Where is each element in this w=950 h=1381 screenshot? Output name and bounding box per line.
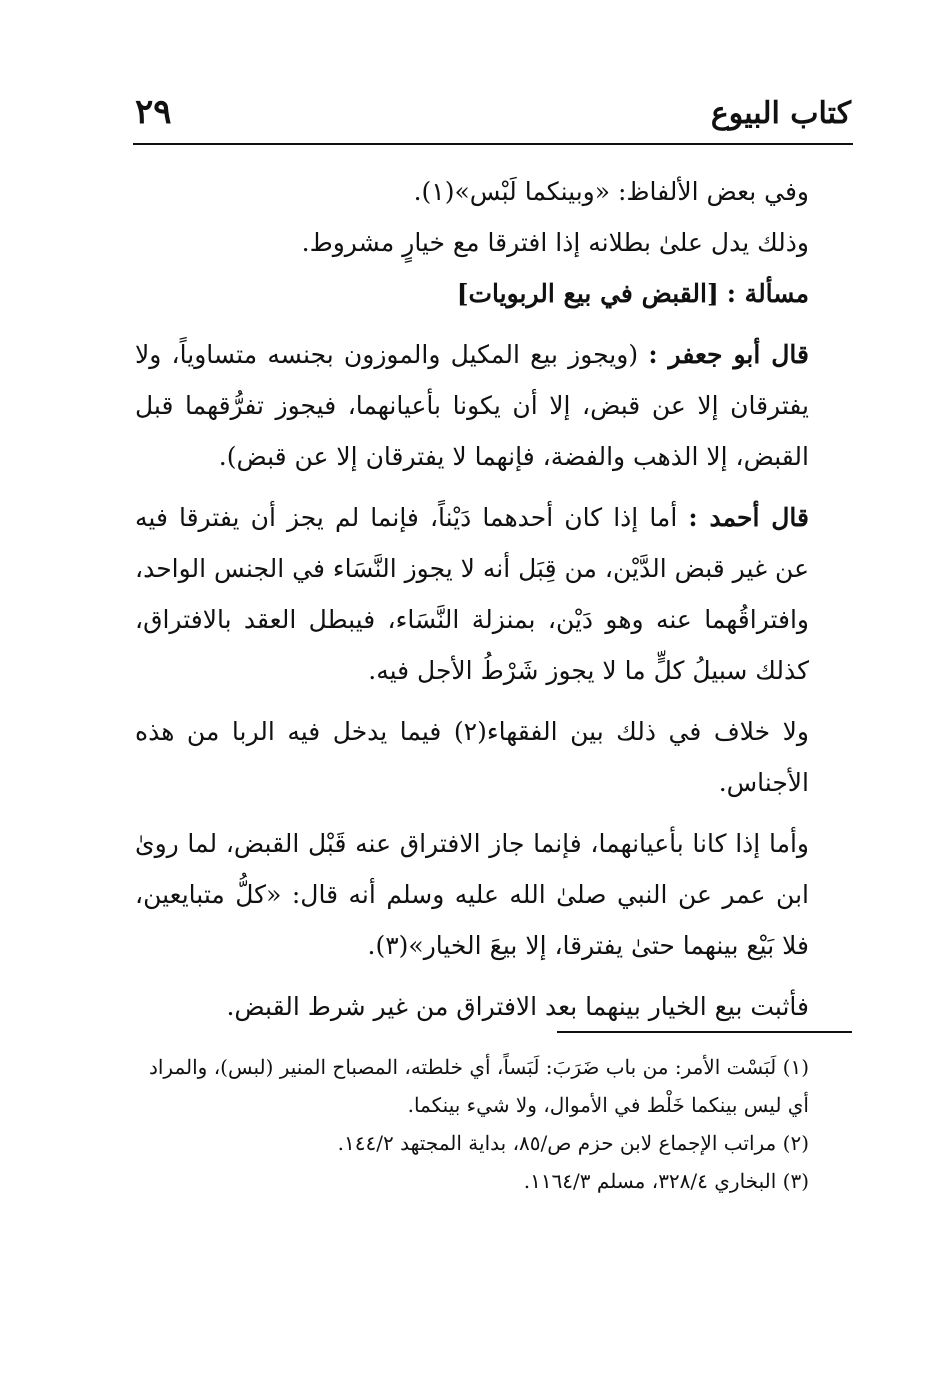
footnotes [135, 1048, 851, 1200]
footnote-rule [557, 1031, 852, 1033]
quote-abu-jafar: (ويجوز بيع المكيل والموزون بجنسه متساوياً، ولا يفترقان إلا عن قبض، إلا أن يكونا بأعيانهما، فيجوز تفرُّقهما قبل القبض، إلا الذهب والفضة، فإنهما لا يفترقان إلا عن قبض). [135, 340, 809, 471]
speaker-ahmad: قال أحمد : [688, 503, 809, 532]
main-text [135, 166, 851, 1032]
page-number: ٢٩ [135, 92, 172, 132]
commentary-ahmad: أما إذا كان أحدهما دَيْناً، فإنما لم يجز أن يفترقا فيه عن غير قبض الدَّيْن، من قِبَل أنه لا يجوز النَّسَاء في الجنس الواحد، وافتراقُهما عنه وهو دَيْن، بمنزلة النَّسَاء، فيبطل العقد بالافتراق، كذلك سبيلُ كلٍّ ما لا يجوز شَرْطُ الأجل فيه. [135, 503, 809, 685]
paragraph-5: ولا خلاف في ذلك بين الفقهاء(٢) فيما يدخل فيه الربا من هذه الأجناس. [135, 717, 810, 797]
header-rule [133, 143, 853, 145]
paragraph-1: وفي بعض الألفاظ: «وبينكما لَبْس»(١). [413, 177, 809, 206]
section-lead: مسألة : [726, 279, 809, 308]
paragraph-ahmad [135, 492, 851, 696]
section-heading [135, 268, 851, 319]
paragraph-2: وذلك يدل علىٰ بطلانه إذا افترقا مع خيارٍ مشروط. [301, 228, 809, 257]
paragraph-abu-jafar [135, 329, 851, 482]
footnote-3: (٣) البخاري ٣٢٨/٤، مسلم ١١٦٤/٣. [523, 1169, 809, 1193]
paragraph-6: وأما إذا كانا بأعيانهما، فإنما جاز الافتراق عنه قَبْل القبض، لما روىٰ ابن عمر عن النبي صلىٰ الله عليه وسلم أنه قال: «كلُّ متبايعين، فلا بَيْع بينهما حتىٰ يفترقا، إلا بيعَ الخيار»(٣). [135, 829, 809, 960]
paragraph-7: فأثبت بيع الخيار بينهما بعد الافتراق من غير شرط القبض. [226, 992, 809, 1021]
speaker-abu-jafar: قال أبو جعفر : [648, 340, 809, 369]
page-header [135, 92, 851, 144]
footnote-1: (١) لَبَسْت الأمر: من باب ضَرَبَ: لَبَساً، أي خلطته، المصباح المنير (لبس)، والمراد أي ليس بينكما خَلْط في الأموال، ولا شيء بينكما. [148, 1055, 809, 1117]
running-title: كتاب البيوع [710, 96, 851, 131]
footnote-2: (٢) مراتب الإجماع لابن حزم ص/٨٥، بداية المجتهد ١٤٤/٢. [337, 1131, 809, 1155]
section-title: [القبض في بيع الربويات] [456, 279, 719, 308]
